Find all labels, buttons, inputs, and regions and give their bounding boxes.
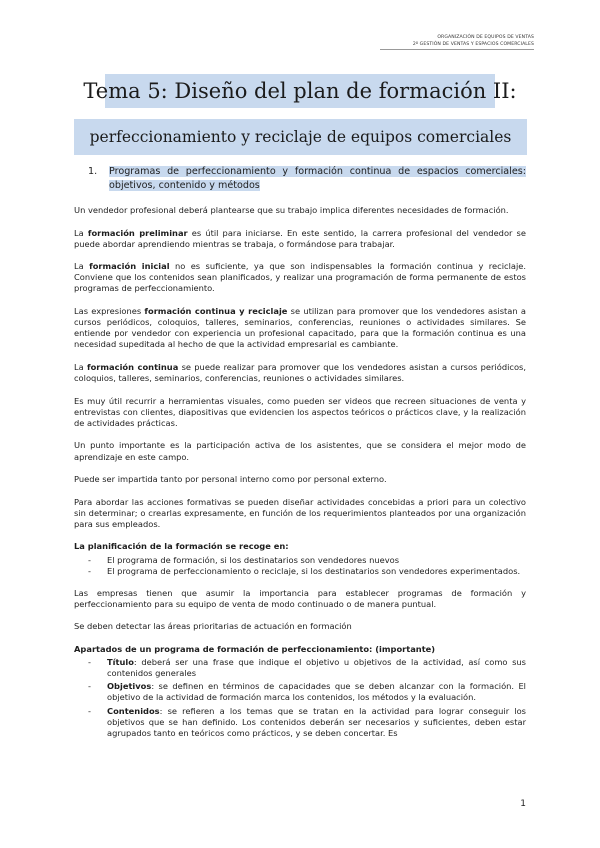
paragraph: Para abordar las acciones formativas se pueden diseñar actividades concebidas a priori para un colectivo sin determinar; o crearlas expresamente, en función de los requerimientos planteados por una organización para sus empleados. [74,496,526,529]
list-item: - Objetivos: se definen en términos de capacidades que se deben alcanzar con la formación. El objetivo de la actividad de formación marca los contenidos, los métodos y la evaluación. [74,681,526,703]
document-body [74,205,526,741]
paragraph: La formación continua se puede realizar para promover que los vendedores asistan a cursos periódicos, coloquios, talleres, seminarios, conferencias, reuniones o actividades similares. [74,361,526,384]
paragraph: Es muy útil recurrir a herramientas visuales, como pueden ser videos que recreen situaciones de venta y entrevistas con clientes, diapositivas que evidencien los aspectos teóricos o prácticos clave, y la realización de actividades prácticas. [74,395,526,428]
bold-term: formación inicial [89,261,170,272]
section-heading [88,165,526,193]
list-item-label: Título [107,657,134,668]
page-title [83,74,517,108]
planning-list [74,555,526,577]
page-number: 1 [520,799,526,809]
bold-term: formación preliminar [87,227,188,238]
page-header [413,34,534,48]
page-title-text: Tema 5: Diseño del plan de formación II: [83,79,517,103]
paragraph: Puede ser impartida tanto por personal interno como por personal externo. [74,474,387,485]
list-item: - Contenidos: se refieren a los temas que se tratan en la actividad para lograr conseguir los objetivos que se han definido. Los contenidos deberán ser necesarios y suficientes, deben estar agrupados tanto en teóricos como prácticos, y se deben concertar. Es [74,706,526,739]
paragraph: Se deben detectar las áreas prioritarias de actuación en formación [74,621,352,632]
page-subtitle-text: perfeccionamiento y reciclaje de equipos comerciales [89,128,512,146]
paragraph: La formación inicial no es suficiente, ya que son indispensables la formación continua y reciclaje. Conviene que los contenidos sean planificados, y realizar una programación de forma permanente de estos programas de perfeccionamiento. [74,261,527,294]
list-item: - Título: deberá ser una frase que indique el objetivo u objetivos de la actividad, así como sus contenidos generales [74,657,526,679]
list-item: - El programa de perfeccionamiento o reciclaje, si los destinatarios son vendedores experimentados. [74,566,526,577]
section-heading-text: Programas de perfeccionamiento y formación continua de espacios comerciales: objetivos, contenido y métodos [109,166,526,191]
paragraph: Las empresas tienen que asumir la importancia para establecer programas de formación y perfeccionamiento para su equipo de venta de modo continuado o de manera puntual. [74,587,526,609]
paragraph: Un vendedor profesional deberá plantearse que su trabajo implica diferentes necesidades de formación. [74,205,509,215]
paragraph: La formación preliminar es útil para iniciarse. En este sentido, la carrera profesional del vendedor se puede abordar aprendiendo mientras se trabaja, o formándose para trabajar. [74,227,526,249]
section-number: 1. [88,166,98,177]
list-item-label: Objetivos [107,681,152,692]
header-divider [380,49,534,50]
list-item: - El programa de formación, si los destinatarios son vendedores nuevos [74,555,526,566]
planning-heading: La planificación de la formación se recoge en: [74,541,289,552]
header-subject: 2º GESTIÓN DE VENTAS Y ESPACIOS COMERCIALES [412,42,534,47]
header-course: ORGANIZACIÓN DE EQUIPOS DE VENTAS [437,35,534,40]
paragraph: Las expresiones formación continua y reciclaje se utilizan para promover que los vendedores asistan a cursos periódicos, coloquios, talleres, seminarios, conferencias, reuniones o actividades similares. Se entiende por vendedor con experiencia un profesional capacitado, para que la formación continua es una necesidad supeditada al hecho de que la actividad empresarial es cambiante. [74,306,526,350]
bold-term: formación continua [87,361,179,372]
bold-term: formación continua y reciclaje [144,306,288,317]
paragraph: Un punto importante es la participación activa de los asistentes, que se considera el mejor modo de aprendizaje en este campo. [74,440,526,462]
page-subtitle [74,119,527,155]
list-item-label: Contenidos [107,705,160,716]
sections-heading: Apartados de un programa de formación de perfeccionamiento: (importante) [74,644,436,655]
sections-list [74,657,526,739]
